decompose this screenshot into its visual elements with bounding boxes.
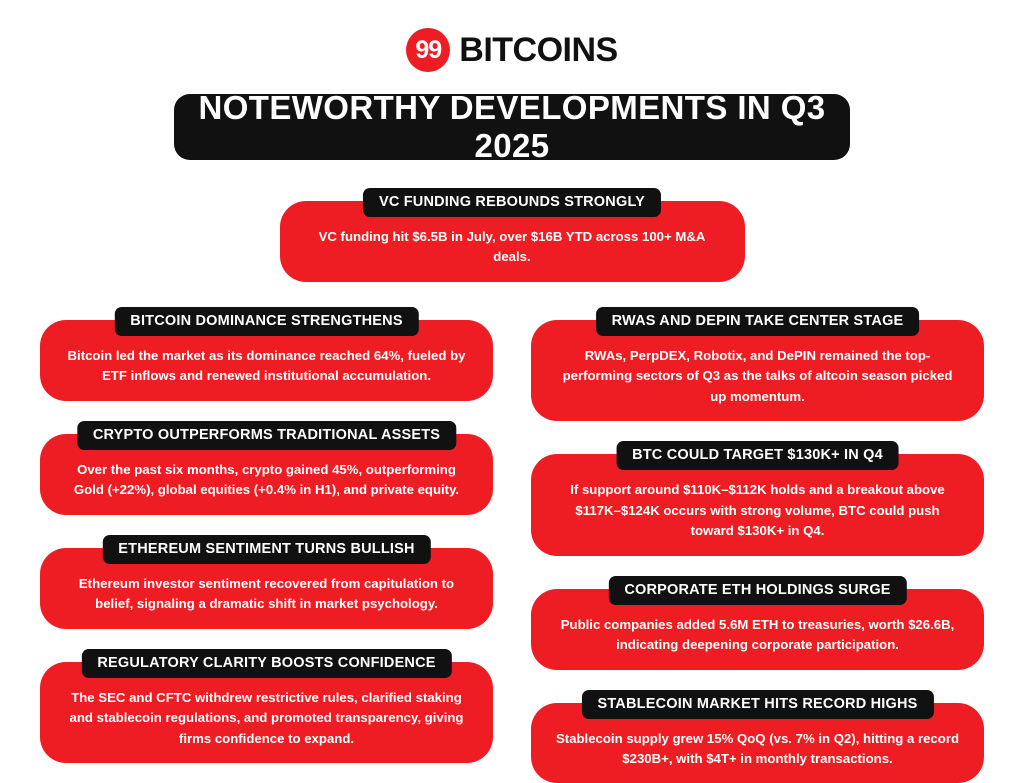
card-body: Ethereum investor sentiment recovered from capitulation to belief, signaling a dramatic shift in market psychology. bbox=[78, 575, 455, 612]
card-rwas-depin bbox=[531, 312, 984, 421]
card-header: CRYPTO OUTPERFORMS TRADITIONAL ASSETS bbox=[77, 421, 456, 450]
card-header: BITCOIN DOMINANCE STRENGTHENS bbox=[114, 307, 418, 336]
right-column bbox=[531, 312, 984, 783]
card-crypto-outperforms bbox=[40, 426, 493, 515]
card-header: CORPORATE ETH HOLDINGS SURGE bbox=[608, 576, 906, 605]
highlight-card-header: VC FUNDING REBOUNDS STRONGLY bbox=[363, 188, 661, 217]
brand-logo bbox=[0, 28, 1024, 72]
card-header: RWAS AND DEPIN TAKE CENTER STAGE bbox=[596, 307, 920, 336]
card-body: Public companies added 5.6M ETH to treasuries, worth $26.6B, indicating deepening corporate participation. bbox=[560, 616, 955, 653]
card-body: If support around $110K–$112K holds and a breakout above $117K–$124K occurs with strong volume, BTC could push toward $130K+ in Q4. bbox=[570, 482, 945, 539]
logo-mark-icon: 99 bbox=[406, 28, 450, 72]
card-body: The SEC and CFTC withdrew restrictive rules, clarified staking and stablecoin regulations, and promoted transparency, giving firms confidence to expand. bbox=[69, 689, 464, 746]
top-highlight-section bbox=[0, 194, 1024, 282]
card-header: REGULATORY CLARITY BOOSTS CONFIDENCE bbox=[81, 649, 451, 678]
card-header: ETHEREUM SENTIMENT TURNS BULLISH bbox=[102, 535, 430, 564]
card-stablecoin-market bbox=[531, 695, 984, 783]
highlight-card-body: VC funding hit $6.5B in July, over $16B YTD across 100+ M&A deals. bbox=[318, 229, 706, 265]
brand-name: BITCOINS bbox=[459, 30, 618, 69]
card-body: Stablecoin supply grew 15% QoQ (vs. 7% in Q2), hitting a record $230B+, with $4T+ in monthly transactions. bbox=[555, 730, 960, 766]
card-bitcoin-dominance bbox=[40, 312, 493, 401]
card-body: Bitcoin led the market as its dominance reached 64%, fueled by ETF inflows and renewed institutional accumulation. bbox=[67, 347, 466, 384]
card-btc-target bbox=[531, 447, 984, 555]
page-title-banner bbox=[174, 89, 850, 164]
left-column bbox=[40, 312, 493, 783]
card-header: STABLECOIN MARKET HITS RECORD HIGHS bbox=[581, 690, 933, 719]
card-corporate-eth bbox=[531, 581, 984, 670]
highlight-card bbox=[280, 194, 745, 282]
card-ethereum-sentiment bbox=[40, 540, 493, 629]
card-header: BTC COULD TARGET $130K+ IN Q4 bbox=[616, 441, 899, 470]
card-regulatory-clarity bbox=[40, 654, 493, 763]
page-title: NOTEWORTHY DEVELOPMENTS IN Q3 2025 bbox=[198, 89, 826, 164]
card-body: RWAs, PerpDEX, Robotix, and DePIN remained the top-performing sectors of Q3 as the talks of altcoin season picked up momentum. bbox=[562, 347, 953, 404]
cards-grid bbox=[0, 312, 1024, 783]
card-body: Over the past six months, crypto gained 45%, outperforming Gold (+22%), global equities (+0.4% in H1), and private equity. bbox=[73, 461, 460, 498]
